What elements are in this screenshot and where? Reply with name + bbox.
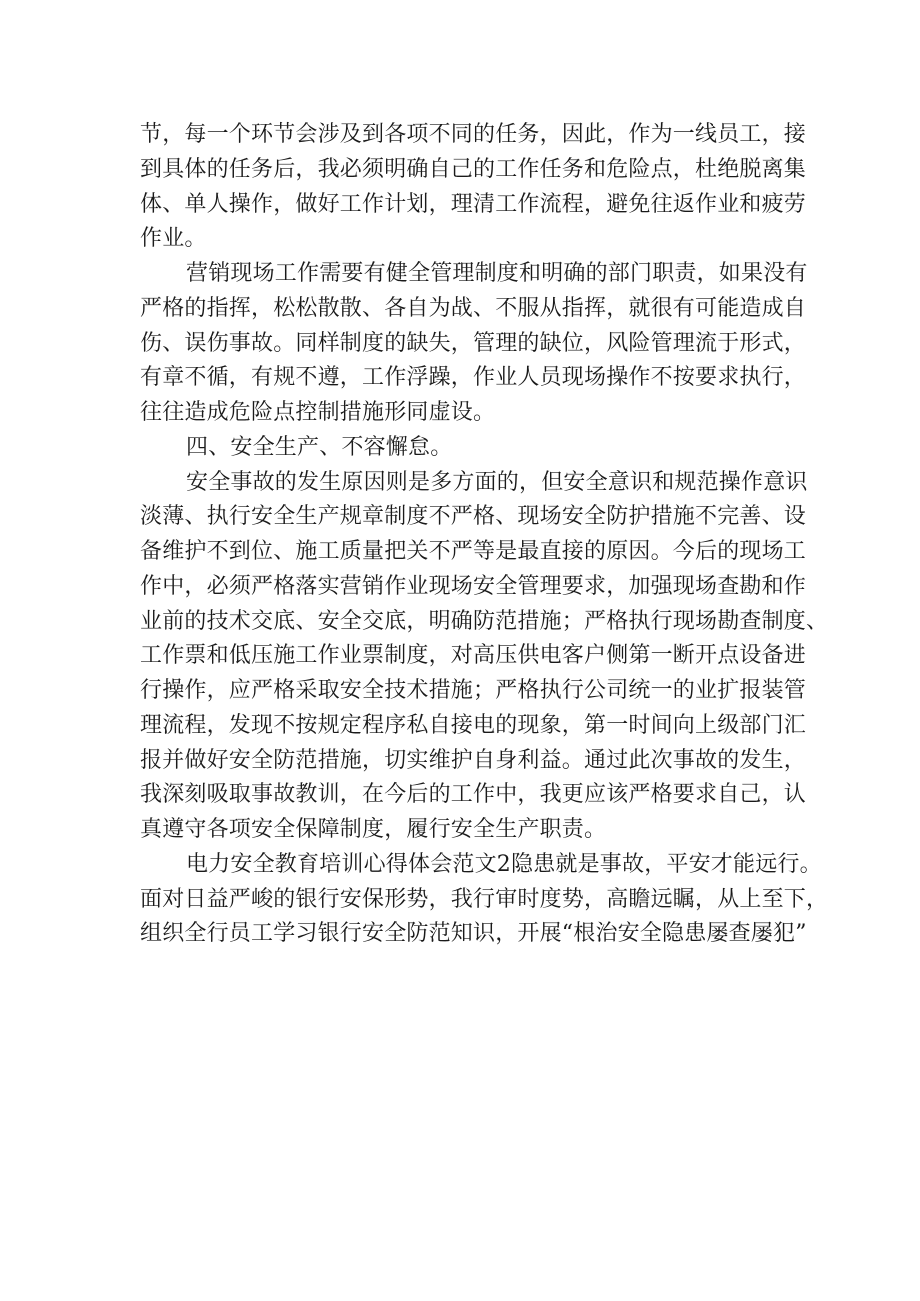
paragraph (140, 466, 829, 848)
text-line: 往往造成危险点控制措施形同虚设。 (140, 400, 496, 425)
text-line: 备维护不到位、施工质量把关不严等是最直接的原因。今后的现场工 (140, 539, 807, 564)
document-body (140, 118, 829, 952)
text-line: 行操作，应严格采取安全技术措施；严格执行公司统一的业扩报装管 (140, 678, 807, 703)
text-line: 四、安全生产、不容懈怠。 (186, 434, 453, 460)
text-line: 伤、误伤事故。同样制度的缺失，管理的缺位，风险管理流于形式， (140, 330, 807, 356)
text-line: 电力安全教育培训心得体会范文2隐患就是事故，平安才能远行。 (186, 851, 822, 877)
text-line: 严格的指挥，松松散散、各自为战、不服从指挥，就很有可能造成自 (140, 295, 807, 321)
text-line: 真遵守各项安全保障制度，履行安全生产职责。 (140, 817, 607, 842)
text-line: 节，每一个环节会涉及到各项不同的任务，因此，作为一线员工，接 (140, 122, 807, 147)
text-line: 工作票和低压施工作业票制度，对高压供电客户侧第一断开点设备进 (140, 643, 807, 669)
text-line: 有章不循，有规不遵，工作浮躁，作业人员现场操作不按要求执行， (140, 365, 807, 391)
text-line: 理流程，发现不按规定程序私自接电的现象，第一时间向上级部门汇 (140, 712, 807, 738)
text-line: 报并做好安全防范措施，切实维护自身利益。通过此次事故的发生， (140, 747, 807, 773)
text-line: 体、单人操作，做好工作计划，理清工作流程，避免往返作业和疲劳 (140, 191, 807, 217)
section-heading (140, 431, 800, 466)
paragraph (140, 257, 808, 431)
text-line: 安全事故的发生原因则是多方面的，但安全意识和规范操作意识 (186, 469, 808, 495)
text-line: 作业。 (140, 226, 207, 252)
text-line: 到具体的任务后，我必须明确自己的工作任务和危险点，杜绝脱离集 (140, 156, 807, 182)
text-line: 作中，必须严格落实营销作业现场安全管理要求，加强现场查勘和作 (140, 573, 807, 599)
paragraph (140, 848, 829, 952)
text-line: 面对日益严峻的银行安保形势，我行审时度势，高瞻远瞩，从上至下， (140, 886, 829, 912)
text-line: 营销现场工作需要有健全管理制度和明确的部门职责，如果没有 (186, 261, 808, 286)
paragraph (140, 118, 807, 257)
text-line: 我深刻吸取事故教训，在今后的工作中，我更应该严格要求自己，认 (140, 782, 807, 808)
text-line: 组织全行员工学习银行安全防范知识，开展“根治安全隐患屡查屡犯” (140, 921, 807, 947)
text-line: 淡薄、执行安全生产规章制度不严格、现场安全防护措施不完善、设 (140, 504, 807, 530)
text-line: 业前的技术交底、安全交底，明确防范措施；严格执行现场勘查制度、 (140, 608, 829, 634)
